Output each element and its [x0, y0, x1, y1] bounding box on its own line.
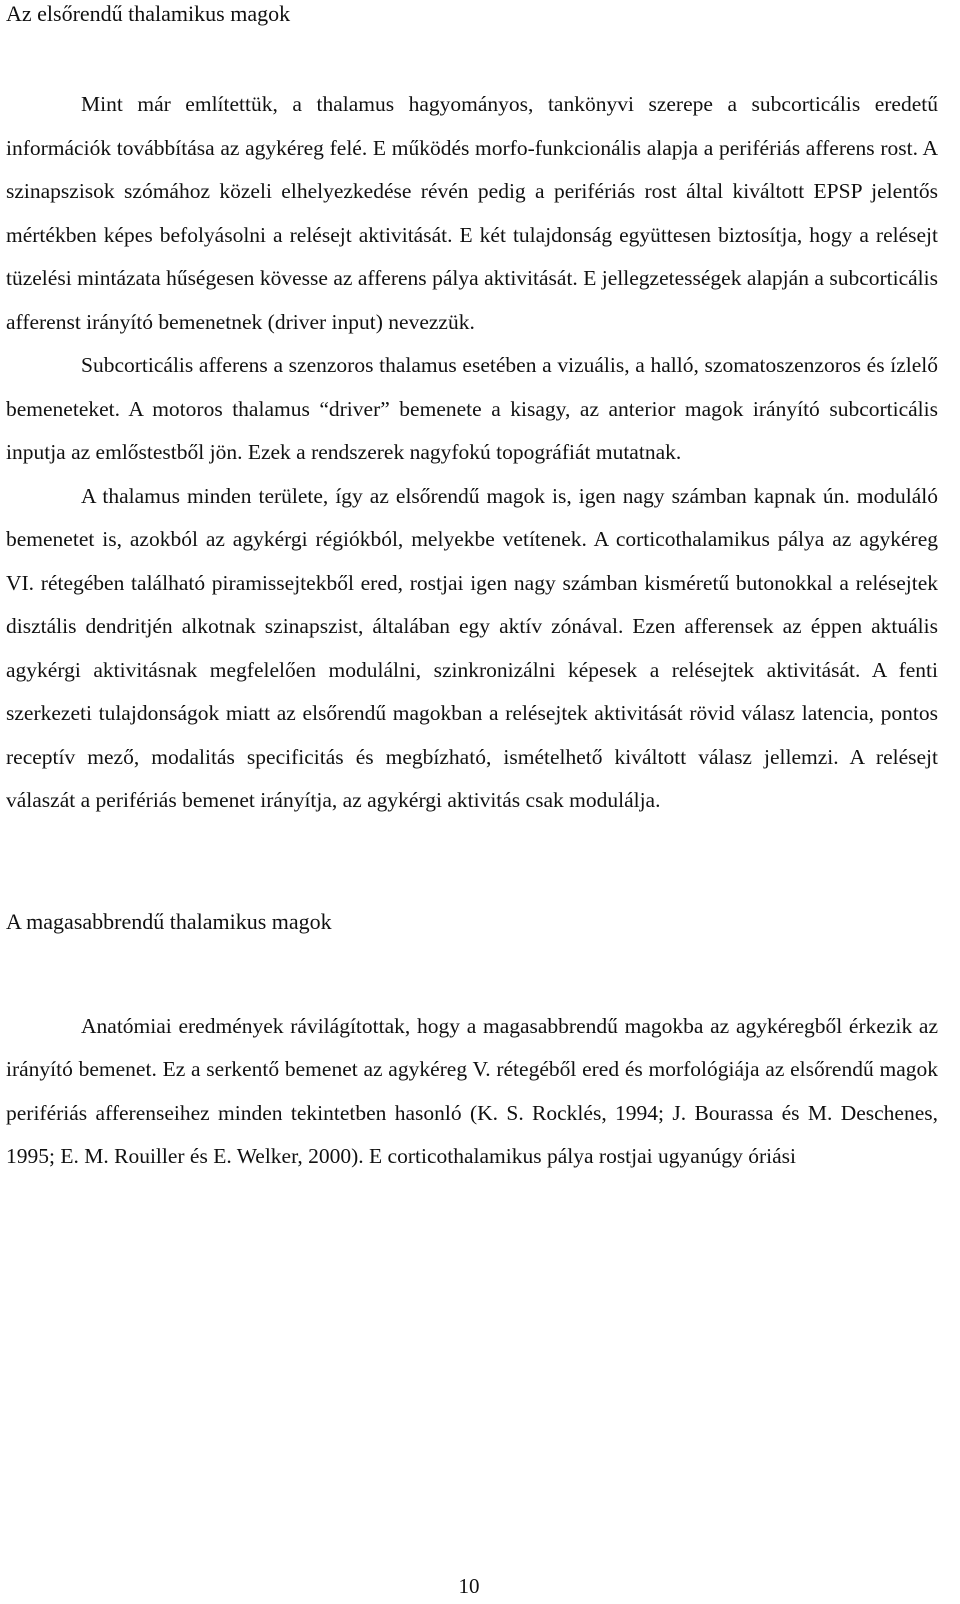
- section-title-higher-order-nuclei: A magasabbrendű thalamikus magok: [6, 908, 332, 934]
- section-title-first-order-nuclei: Az elsőrendű thalamikus magok: [6, 1, 291, 26]
- document-page: [6, 0, 938, 1179]
- paragraph-subcortical-afferents: Subcorticális afferens a szenzoros thalamus esetében a vizuális, a halló, szomatoszenzoros és ízlelő bemeneteket. A motoros thalamus “driver” bemenete a kisagy, az anterior magok irányító subcorticális inputja az emlőstestből jön. Ezek a rendszerek nagyfokú topográfiát mutatnak.: [6, 353, 938, 464]
- paragraph-driver-input: Mint már említettük, a thalamus hagyományos, tankönyvi szerepe a subcorticális eredetű információk továbbítása az agykéreg felé. E működés morfo-funkcionális alapja a perifériás afferens rost. A szinapszisok szómához közeli elhelyezkedése révén pedig a perifériás rost által kiváltott EPSP jelentős mértékben képes befolyásolni a relésejt aktivitását. E két tulajdonság együttesen biztosítja, hogy a relésejt tüzelési mintázata hűségesen kövesse az afferens pálya aktivitását. E jellegzetességek alapján a subcorticális afferenst irányító bemenetnek (driver input) nevezzük.: [6, 92, 938, 334]
- paragraph-modulatory-input: A thalamus minden területe, így az elsőrendű magok is, igen nagy számban kapnak ún. moduláló bemenetet is, azokból az agykérgi régiókból, melyekbe vetítenek. A corticothalamikus pálya az agykéreg VI. rétegében található piramissejtekből ered, rostjai igen nagy számban kisméretű butonokkal a relésejtek disztális dendritjén alkotnak szinapszist, általában egy aktív zónával. Ezen afferensek az éppen aktuális agykérgi aktivitásnak megfelelően modulálni, szinkronizálni képesek a relésejtek aktivitását. A fenti szerkezeti tulajdonságok miatt az elsőrendű magokban a relésejtek aktivitását rövid válasz latencia, pontos receptív mező, modalitás specificitás és megbízható, ismételhető kiváltott válasz jellemzi. A relésejt válaszát a perifériás bemenet irányítja, az agykérgi aktivitás csak modulálja.: [6, 483, 938, 812]
- paragraph-cortical-driver: Anatómiai eredmények rávilágítottak, hogy a magasabbrendű magokba az agykéregből érkezik az irányító bemenet. Ez a serkentő bemenet az agykéreg V. rétegéből ered és morfológiája az elsőrendű magok perifériás afferenseihez minden tekintetben hasonló (K. S. Rocklés, 1994; J. Bourassa és M. Deschenes, 1995; E. M. Rouiller és E. Welker, 2000). E corticothalamikus pálya rostjai ugyanúgy óriási: [6, 1013, 938, 1168]
- page-number: 10: [458, 1574, 480, 1598]
